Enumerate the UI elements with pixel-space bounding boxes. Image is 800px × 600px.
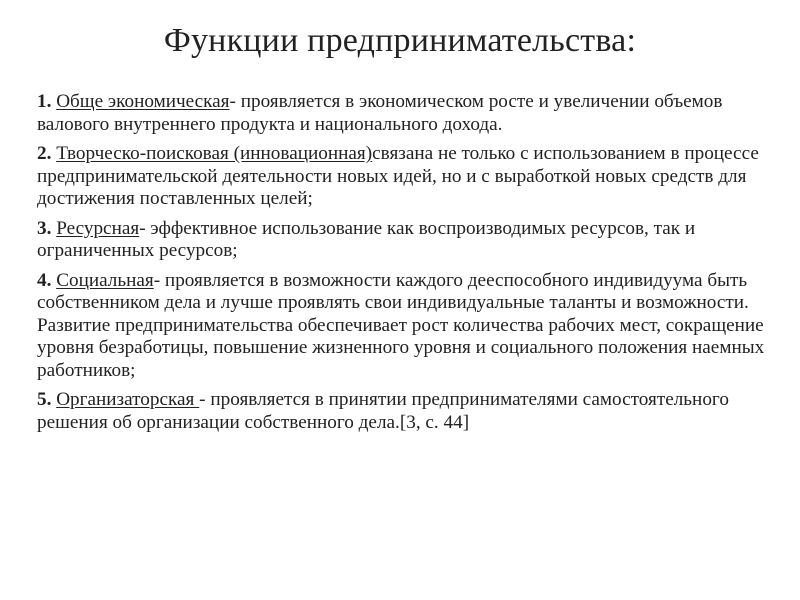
function-list [37,91,772,441]
item-number: 1. [37,91,52,112]
item-number: 3. [37,217,52,239]
item-term: Творческо-поисковая (инновационная) [56,143,373,164]
item-term: Ресурсная [56,217,140,239]
function-item-economic [37,91,772,136]
function-item-resource [37,218,772,263]
item-description: - проявляется в возможности каждого дееспособного индивидуума быть собственником дела и лучше проявлять свои индивидуальные таланты и возможности. Развитие предпринимательства обеспечивает рост количества рабочих мест, сокращение уровня безработицы, повышение жизненного уровня и социального положения наемных работников; [37,269,765,381]
item-description: - эффективное использование как воспроизводимых ресурсов, так и ограниченных ресурсов; [37,217,696,261]
item-term: Социальная [56,269,154,291]
item-number: 2. [37,143,52,164]
item-number: 5. [37,389,52,410]
item-term: Обще экономическая [56,91,230,112]
item-number: 4. [37,269,52,291]
function-item-organizational [37,389,772,434]
item-description: - проявляется в принятии предпринимателями самостоятельного решения об организации собственного дела.[3, с. 44] [37,389,729,433]
item-term: Организаторская [56,389,200,410]
slide-title: Функции предпринимательства: [163,22,637,59]
function-item-social [37,270,772,383]
item-description: - проявляется в экономическом росте и увеличении объемов валового внутреннего продукта и национального дохода. [37,91,723,135]
item-description: связана не только с использованием в процессе предпринимательской деятельности новых идей, но и с выработкой новых средств для достижения поставленных целей; [37,143,759,209]
function-item-innovative [37,143,772,211]
